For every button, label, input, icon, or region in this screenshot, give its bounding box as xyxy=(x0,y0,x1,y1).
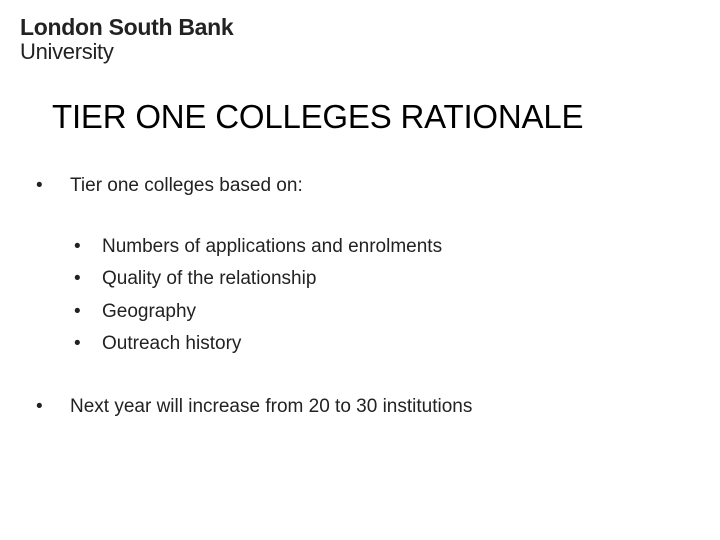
bullet-dot: • xyxy=(74,268,81,289)
bullet-dot: • xyxy=(74,301,81,322)
bullet-dot: • xyxy=(36,396,43,417)
logo-line-1: London South Bank xyxy=(20,14,234,40)
logo-line-2: University xyxy=(20,39,114,64)
bullet-text: Tier one colleges based on: xyxy=(70,175,303,196)
slide-title: TIER ONE COLLEGES RATIONALE xyxy=(52,98,584,135)
bullet-text: Next year will increase from 20 to 30 institutions xyxy=(70,396,473,417)
bullet-text: Quality of the relationship xyxy=(102,268,317,289)
bullet-dot: • xyxy=(74,236,81,257)
bullet-dot: • xyxy=(36,175,43,196)
bullet-text: Geography xyxy=(102,301,197,322)
bullet-text: Numbers of applications and enrolments xyxy=(102,236,443,257)
university-logo xyxy=(20,16,233,63)
bullet-text: Outreach history xyxy=(102,333,242,354)
bullet-dot: • xyxy=(74,333,81,354)
